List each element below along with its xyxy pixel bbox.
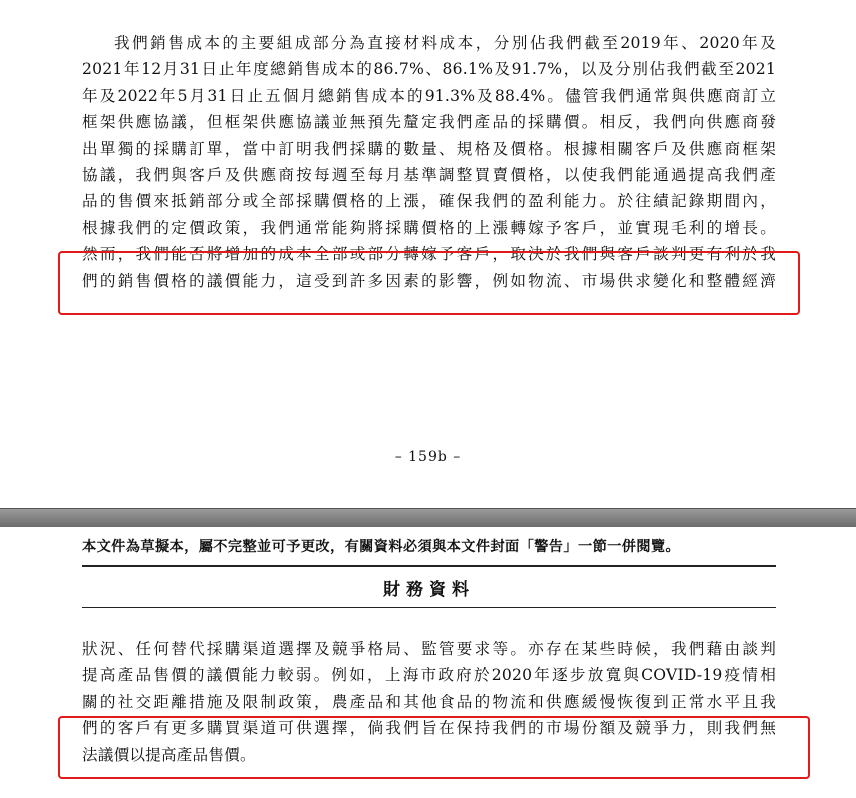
pricing-power-paragraph [82,636,776,768]
header-rule-top [82,565,776,567]
paragraph-line: 法議價以提高產品售價。 [82,745,256,764]
page-number: – 159b – [394,449,462,465]
paragraph-line: 然而，我們能否將增加的成本全部或部分轉嫁予客戶，取決於我們與客戶談判更有利於我 [82,245,776,264]
paragraph-line: 年及2022年5月31日止五個月總銷售成本的91.3%及88.4%。儘管我們通常與供應商訂立 [82,86,776,105]
cost-of-sales-paragraph [82,30,776,294]
paragraph-line: 協議，我們與客戶及供應商按每週至每月基準調整買賣價格，以使我們能通過提高我們產 [82,166,776,185]
paragraph-line: 品的售價來抵銷部分或全部採購價格的上漲，確保我們的盈利能力。於往績記錄期間內， [82,192,776,211]
paragraph-line: 狀況、任何替代採購渠道選擇及競爭格局、監管要求等。亦存在某些時候，我們藉由談判 [82,640,776,658]
draft-notice: 本文件為草擬本，屬不完整並可予更改，有關資料必須與本文件封面「警告」一節一併閱覽。 [82,539,681,555]
paragraph-line: 我們銷售成本的主要組成部分為直接材料成本，分別佔我們截至2019年、2020年及 [114,34,776,52]
paragraph-line: 2021年12月31日止年度總銷售成本的86.7%、86.1%及91.7%，以及分別佔我們截至2021 [82,60,776,79]
paragraph-line: 關的社交距離措施及限制政策，農產品和其他食品的物流和供應緩慢恢復到正常水平且我 [82,692,776,711]
paragraph-line: 根據我們的定價政策，我們通常能夠將採購價格的上漲轉嫁予客戶，並實現毛利的增長。 [82,218,776,237]
paragraph-line: 們的客戶有更多購買渠道可供選擇，倘我們旨在保持我們的市場份額及競爭力，則我們無 [82,719,776,738]
header-rule-bottom [82,607,776,608]
paragraph-line: 框架供應協議，但框架供應協議並無預先釐定我們產品的採購價。相反，我們向供應商發 [82,113,776,132]
paragraph-line: 出單獨的採購訂單，當中訂明我們採購的數量、規格及價格。根據相關客戶及供應商框架 [82,139,776,158]
section-title: 財務資料 [383,580,475,600]
paragraph-line: 提高產品售價的議價能力較弱。例如，上海市政府於2020年逐步放寬與COVID-19疫情相 [82,666,776,685]
paragraph-line: 們的銷售價格的議價能力，這受到許多因素的影響，例如物流、市場供求變化和整體經濟 [82,271,776,290]
page-divider [0,508,856,528]
